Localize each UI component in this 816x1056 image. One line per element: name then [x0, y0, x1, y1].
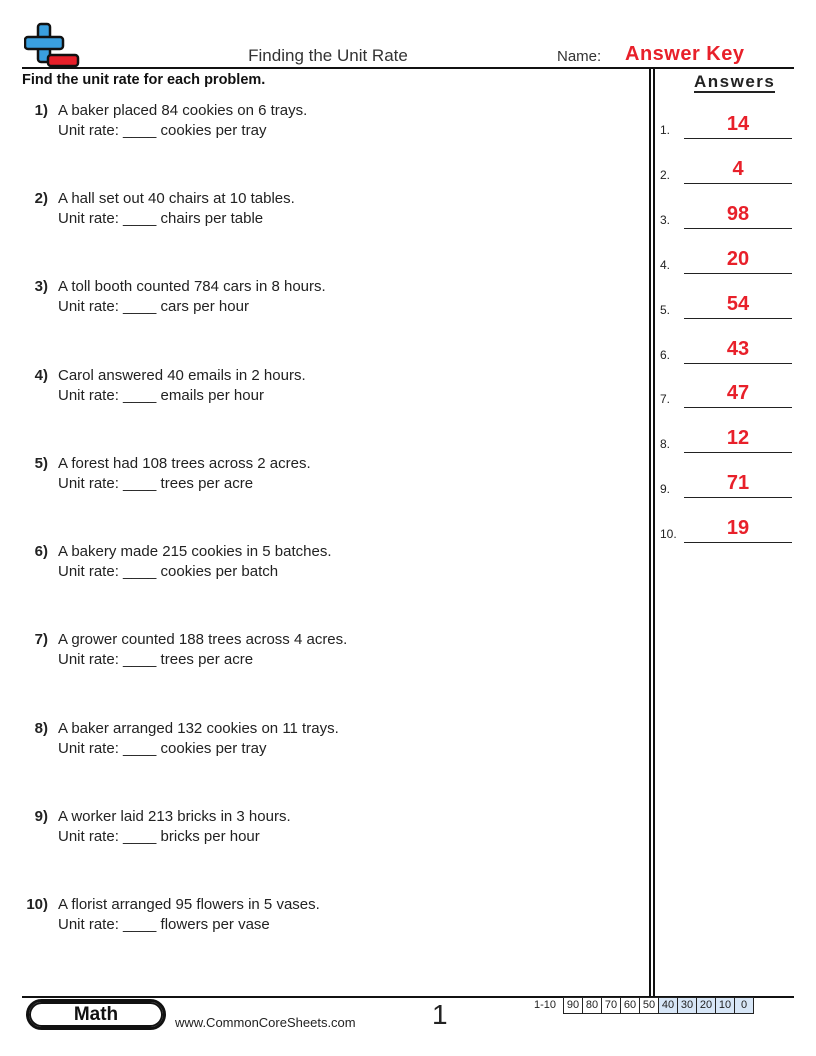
answer-line: [684, 407, 792, 408]
answer-slot: [660, 429, 794, 453]
answer-index: 6.: [660, 348, 671, 362]
answer-slot: [660, 474, 794, 498]
problem-question: A baker arranged 132 cookies on 11 trays.: [58, 720, 339, 737]
answer-value: 43: [726, 338, 750, 360]
answer-line: [684, 542, 792, 543]
answer-value: 71: [726, 472, 750, 494]
score-cell: 90: [563, 997, 583, 1014]
answer-index: 8.: [660, 437, 671, 451]
problem-number: 6): [34, 543, 48, 560]
problem-number: 5): [34, 455, 48, 472]
answer-index: 1.: [660, 123, 671, 137]
problem-number: 3): [34, 278, 48, 295]
problem-rate-prompt: Unit rate: ____ flowers per vase: [58, 916, 270, 933]
answer-index: 3.: [660, 213, 671, 227]
answer-slot: [660, 340, 794, 364]
answer-value: 20: [726, 248, 750, 270]
website-link[interactable]: www.CommonCoreSheets.com: [175, 1015, 356, 1030]
answer-slot: [660, 160, 794, 184]
answer-value: 4: [732, 158, 744, 180]
problem-rate-prompt: Unit rate: ____ trees per acre: [58, 475, 254, 492]
answer-value: 14: [726, 113, 750, 135]
answer-index: 5.: [660, 303, 671, 317]
score-cell: 40: [658, 997, 678, 1014]
instructions: Find the unit rate for each problem.: [22, 72, 266, 88]
problem-question: A florist arranged 95 flowers in 5 vases.: [58, 896, 320, 913]
page-number: 1: [432, 999, 448, 1030]
answer-value: 47: [726, 382, 750, 404]
answer-value: 98: [726, 203, 750, 225]
answer-key-label: Answer Key: [625, 43, 745, 65]
header-divider: [22, 67, 794, 69]
problem-number: 1): [34, 102, 48, 119]
score-cell: 70: [601, 997, 621, 1014]
answer-line: [684, 183, 792, 184]
problem-rate-prompt: Unit rate: ____ trees per acre: [58, 651, 254, 668]
problem-number: 7): [34, 631, 48, 648]
problem-question: A worker laid 213 bricks in 3 hours.: [58, 808, 291, 825]
problem-rate-prompt: Unit rate: ____ bricks per hour: [58, 828, 260, 845]
problem-number: 10): [26, 896, 48, 913]
problem-question: A baker placed 84 cookies on 6 trays.: [58, 102, 308, 119]
answer-index: 7.: [660, 392, 671, 406]
score-table: [532, 997, 754, 1014]
answer-value: 12: [726, 427, 750, 449]
answer-slot: [660, 250, 794, 274]
score-cell: 60: [620, 997, 640, 1014]
problem-rate-prompt: Unit rate: ____ cookies per batch: [58, 563, 279, 580]
column-divider: [649, 68, 651, 997]
score-cell: 50: [639, 997, 659, 1014]
problem-rate-prompt: Unit rate: ____ emails per hour: [58, 387, 264, 404]
column-divider: [653, 68, 655, 997]
answer-line: [684, 273, 792, 274]
score-cell: 80: [582, 997, 602, 1014]
subject-badge: Math: [26, 999, 166, 1030]
answer-index: 10.: [660, 527, 677, 541]
problem-question: A hall set out 40 chairs at 10 tables.: [58, 190, 295, 207]
answer-slot: [660, 384, 794, 408]
answer-value: 54: [726, 293, 750, 315]
answer-slot: [660, 295, 794, 319]
problem-rate-prompt: Unit rate: ____ cookies per tray: [58, 740, 267, 757]
answer-line: [684, 452, 792, 453]
problem-rate-prompt: Unit rate: ____ cars per hour: [58, 298, 249, 315]
problem-number: 4): [34, 367, 48, 384]
problem-rate-prompt: Unit rate: ____ cookies per tray: [58, 122, 267, 139]
answer-slot: [660, 205, 794, 229]
answer-line: [684, 497, 792, 498]
answer-line: [684, 228, 792, 229]
answer-index: 9.: [660, 482, 671, 496]
score-cell: 20: [696, 997, 716, 1014]
score-cell: 10: [715, 997, 735, 1014]
answer-index: 2.: [660, 168, 671, 182]
answer-value: 19: [726, 517, 750, 539]
answer-line: [684, 363, 792, 364]
problem-number: 2): [34, 190, 48, 207]
score-range-label: 1-10: [534, 999, 557, 1011]
problem-question: Carol answered 40 emails in 2 hours.: [58, 367, 306, 384]
name-label: Name:: [557, 48, 602, 65]
answer-line: [684, 138, 792, 139]
problem-question: A bakery made 215 cookies in 5 batches.: [58, 543, 332, 560]
answer-line: [684, 318, 792, 319]
answer-slot: [660, 519, 794, 543]
problem-rate-prompt: Unit rate: ____ chairs per table: [58, 210, 264, 227]
problem-number: 8): [34, 720, 48, 737]
answer-index: 4.: [660, 258, 671, 272]
page-title: Finding the Unit Rate: [248, 46, 408, 65]
problem-question: A toll booth counted 784 cars in 8 hours.: [58, 278, 326, 295]
score-cell: 0: [734, 997, 754, 1014]
score-cell: 30: [677, 997, 697, 1014]
problem-question: A grower counted 188 trees across 4 acres.: [58, 631, 348, 648]
problem-number: 9): [34, 808, 48, 825]
problem-question: A forest had 108 trees across 2 acres.: [58, 455, 311, 472]
answers-heading: Answers: [694, 72, 776, 91]
answer-slot: [660, 115, 794, 139]
